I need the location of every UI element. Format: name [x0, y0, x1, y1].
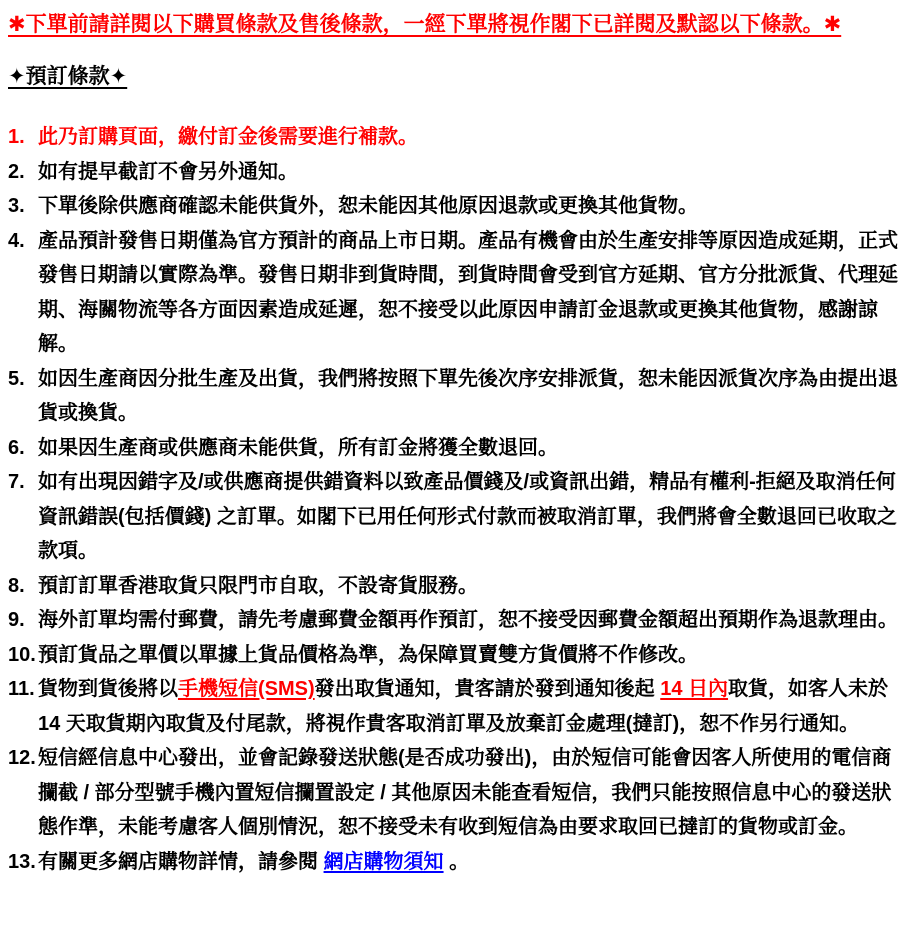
term-number: 8.	[8, 574, 25, 597]
term-number: 5.	[8, 367, 25, 390]
term-text: 此乃訂購頁面，繳付訂金後需要進行補款。	[38, 126, 418, 148]
term-item-3	[8, 189, 905, 224]
term-number: 2.	[8, 160, 25, 183]
term-item-9	[8, 603, 905, 638]
term-text: 如果因生產商或供應商未能供貨，所有訂金將獲全數退回。	[38, 436, 558, 459]
term-item-2	[8, 155, 905, 190]
term-text: 預訂貨品之單價以單據上貨品價格為準，為保障買賣雙方貨價將不作修改。	[38, 643, 698, 666]
store-shopping-notice-link[interactable]: 網店購物須知	[323, 850, 444, 873]
section-title-text: ✦預訂條款✦	[8, 65, 128, 88]
term-item-6	[8, 431, 905, 466]
term-item-12	[8, 741, 905, 845]
pickup-days-emphasis: 14 日內	[660, 678, 729, 700]
sms-emphasis: 手機短信(SMS)	[178, 678, 315, 700]
term-text	[38, 845, 905, 880]
section-title	[8, 64, 905, 90]
terms-list	[8, 120, 905, 879]
term-number: 6.	[8, 436, 25, 459]
term-text: 如有提早截訂不會另外通知。	[38, 160, 298, 183]
term-text-segment: 有關更多網店購物詳情，請參閱	[38, 850, 324, 873]
term-number: 4.	[8, 229, 25, 252]
term-item-7	[8, 465, 905, 569]
term-number: 10.	[8, 643, 36, 666]
term-number: 3.	[8, 195, 25, 217]
term-item-1	[8, 120, 905, 155]
term-text	[38, 672, 905, 741]
term-text: 海外訂單均需付郵費，請先考慮郵費金額再作預訂，恕不接受因郵費金額超出預期作為退款理由。	[38, 609, 898, 631]
term-text-segment: 取貨，如客人未於 14 天取貨期內取貨及付尾款，將視作貴客取消訂單及放棄訂金處理(撻訂)，恕不作另行通知。	[38, 678, 889, 735]
term-item-10	[8, 638, 905, 673]
terms-document	[8, 12, 905, 879]
term-item-5	[8, 362, 905, 431]
term-text-segment: 。	[443, 850, 470, 873]
term-item-11	[8, 672, 905, 741]
term-number: 12.	[8, 747, 36, 769]
term-item-13	[8, 845, 905, 880]
term-text: 下單後除供應商確認未能供貨外，恕未能因其他原因退款或更換其他貨物。	[38, 195, 698, 217]
term-number: 7.	[8, 471, 25, 493]
term-number: 11.	[8, 678, 35, 700]
term-text: 產品預計發售日期僅為官方預計的商品上市日期。產品有機會由於生產安排等原因造成延期，正式發售日期請以實際為準。發售日期非到貨時間，到貨時間會受到官方延期、官方分批派貨、代理延期、海關物流等各方面因素造成延遲，恕不接受以此原因申請訂金退款或更換其他貨物，感謝諒解。	[38, 229, 898, 355]
term-item-4	[8, 224, 905, 362]
term-text: 如因生產商因分批生產及出貨，我們將按照下單先後次序安排派貨，恕未能因派貨次序為由提出退貨或換貨。	[38, 367, 898, 424]
term-text-segment: 貨物到貨後將以	[38, 678, 178, 700]
notice-header: ✱下單前請詳閱以下購買條款及售後條款，一經下單將視作閣下已詳閱及默認以下條款。✱	[8, 13, 842, 36]
term-item-8	[8, 569, 905, 604]
term-text: 預訂訂單香港取貨只限門市自取，不設寄貨服務。	[38, 574, 478, 597]
term-number: 9.	[8, 609, 25, 631]
term-text-segment: 發出取貨通知，貴客請於發到通知後起	[314, 678, 661, 700]
term-text: 短信經信息中心發出，並會記錄發送狀態(是否成功發出)，由於短信可能會因客人所使用的電信商攔截 / 部分型號手機內置短信攔置設定 / 其他原因未能查看短信，我們只能按照信息中心的發送狀態作準，未能考慮客人個別情況，恕不接受未有收到短信為由要求取回已撻訂的貨物或訂金。	[38, 747, 892, 838]
term-number: 1.	[8, 126, 25, 148]
term-text: 如有出現因錯字及/或供應商提供錯資料以致產品價錢及/或資訊出錯，精品有權利-拒絕及取消任何資訊錯誤(包括價錢) 之訂單。如閣下已用任何形式付款而被取消訂單，我們將會全數退回已收取之款項。	[38, 471, 897, 562]
term-number: 13.	[8, 850, 36, 873]
